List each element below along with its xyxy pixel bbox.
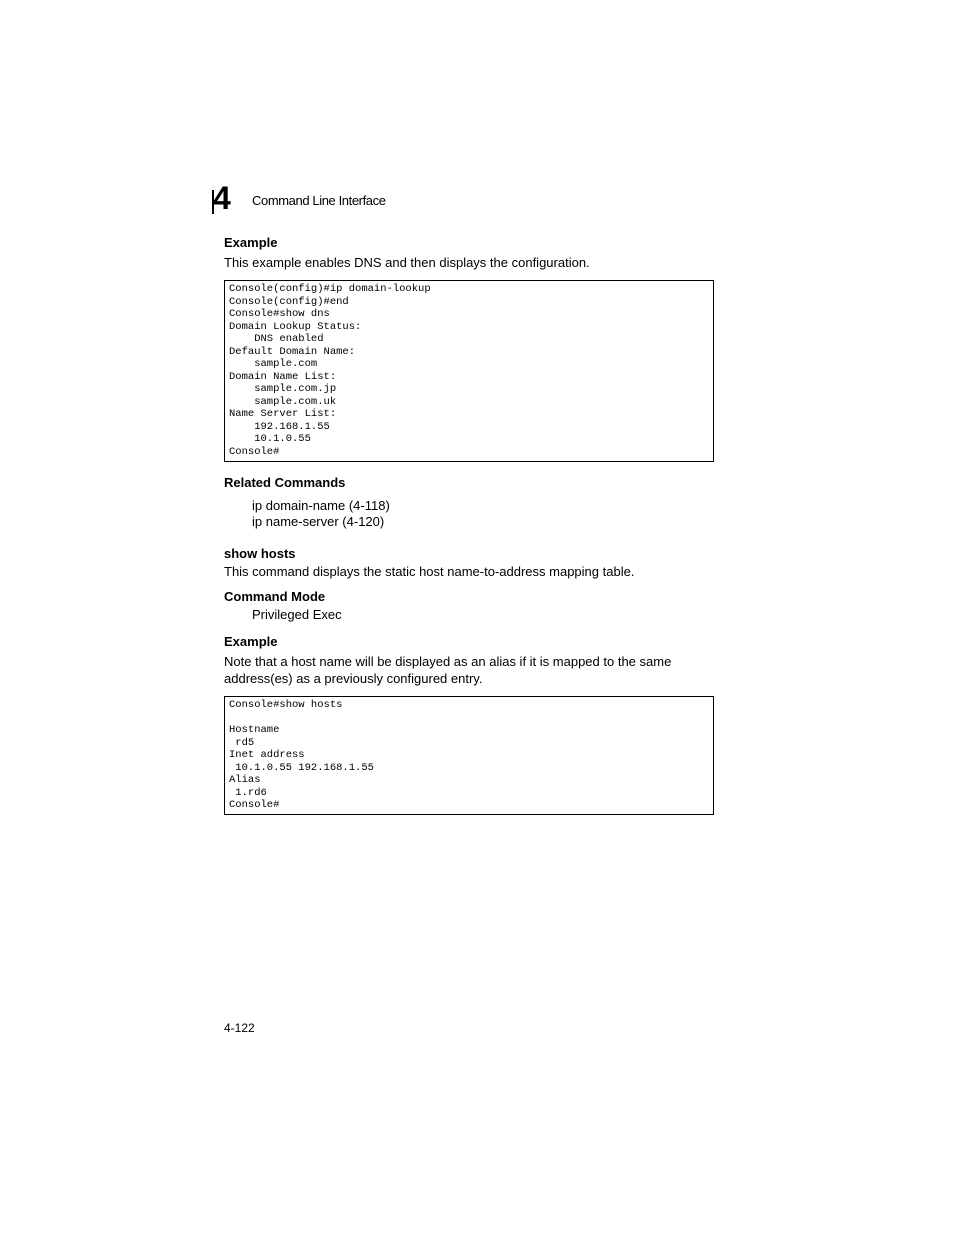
page-number: 4-122: [224, 1021, 255, 1035]
command-mode-heading: Command Mode: [224, 589, 326, 604]
example-note-line: address(es) as a previously configured entry.: [224, 671, 483, 686]
hosts-code-block: [224, 696, 714, 815]
example-heading: Example: [224, 634, 278, 649]
example-note-line: Note that a host name will be displayed as an alias if it is mapped to the same: [224, 654, 672, 669]
example-intro: This example enables DNS and then displays the configuration.: [224, 255, 590, 270]
command-title: show hosts: [224, 546, 296, 561]
dns-code-block: [224, 280, 714, 462]
chapter-number: 4: [213, 180, 230, 216]
related-command-link[interactable]: ip name-server (4-120): [252, 514, 385, 529]
running-title: Command Line Interface: [252, 193, 386, 208]
hosts-code-text: Console#show hosts Hostname rd5 Inet address 10.1.0.55 192.168.1.55 Alias 1.rd6 Console#: [229, 699, 374, 811]
command-description: This command displays the static host name-to-address mapping table.: [224, 564, 635, 579]
example-heading: Example: [224, 235, 278, 250]
related-command-link[interactable]: ip domain-name (4-118): [252, 498, 390, 513]
dns-code-text: Console(config)#ip domain-lookup Console(config)#end Console#show dns Domain Lookup Status: DNS enabled Default Domain Name: sample.com Domain Name List: sample.com.jp sample.com.uk Name Server List: 192.168.1.55 10.1.0.55 Console#: [229, 283, 431, 458]
related-commands-heading: Related Commands: [224, 475, 346, 490]
chapter-number-mark: [212, 180, 240, 216]
command-mode-value: Privileged Exec: [252, 607, 342, 622]
